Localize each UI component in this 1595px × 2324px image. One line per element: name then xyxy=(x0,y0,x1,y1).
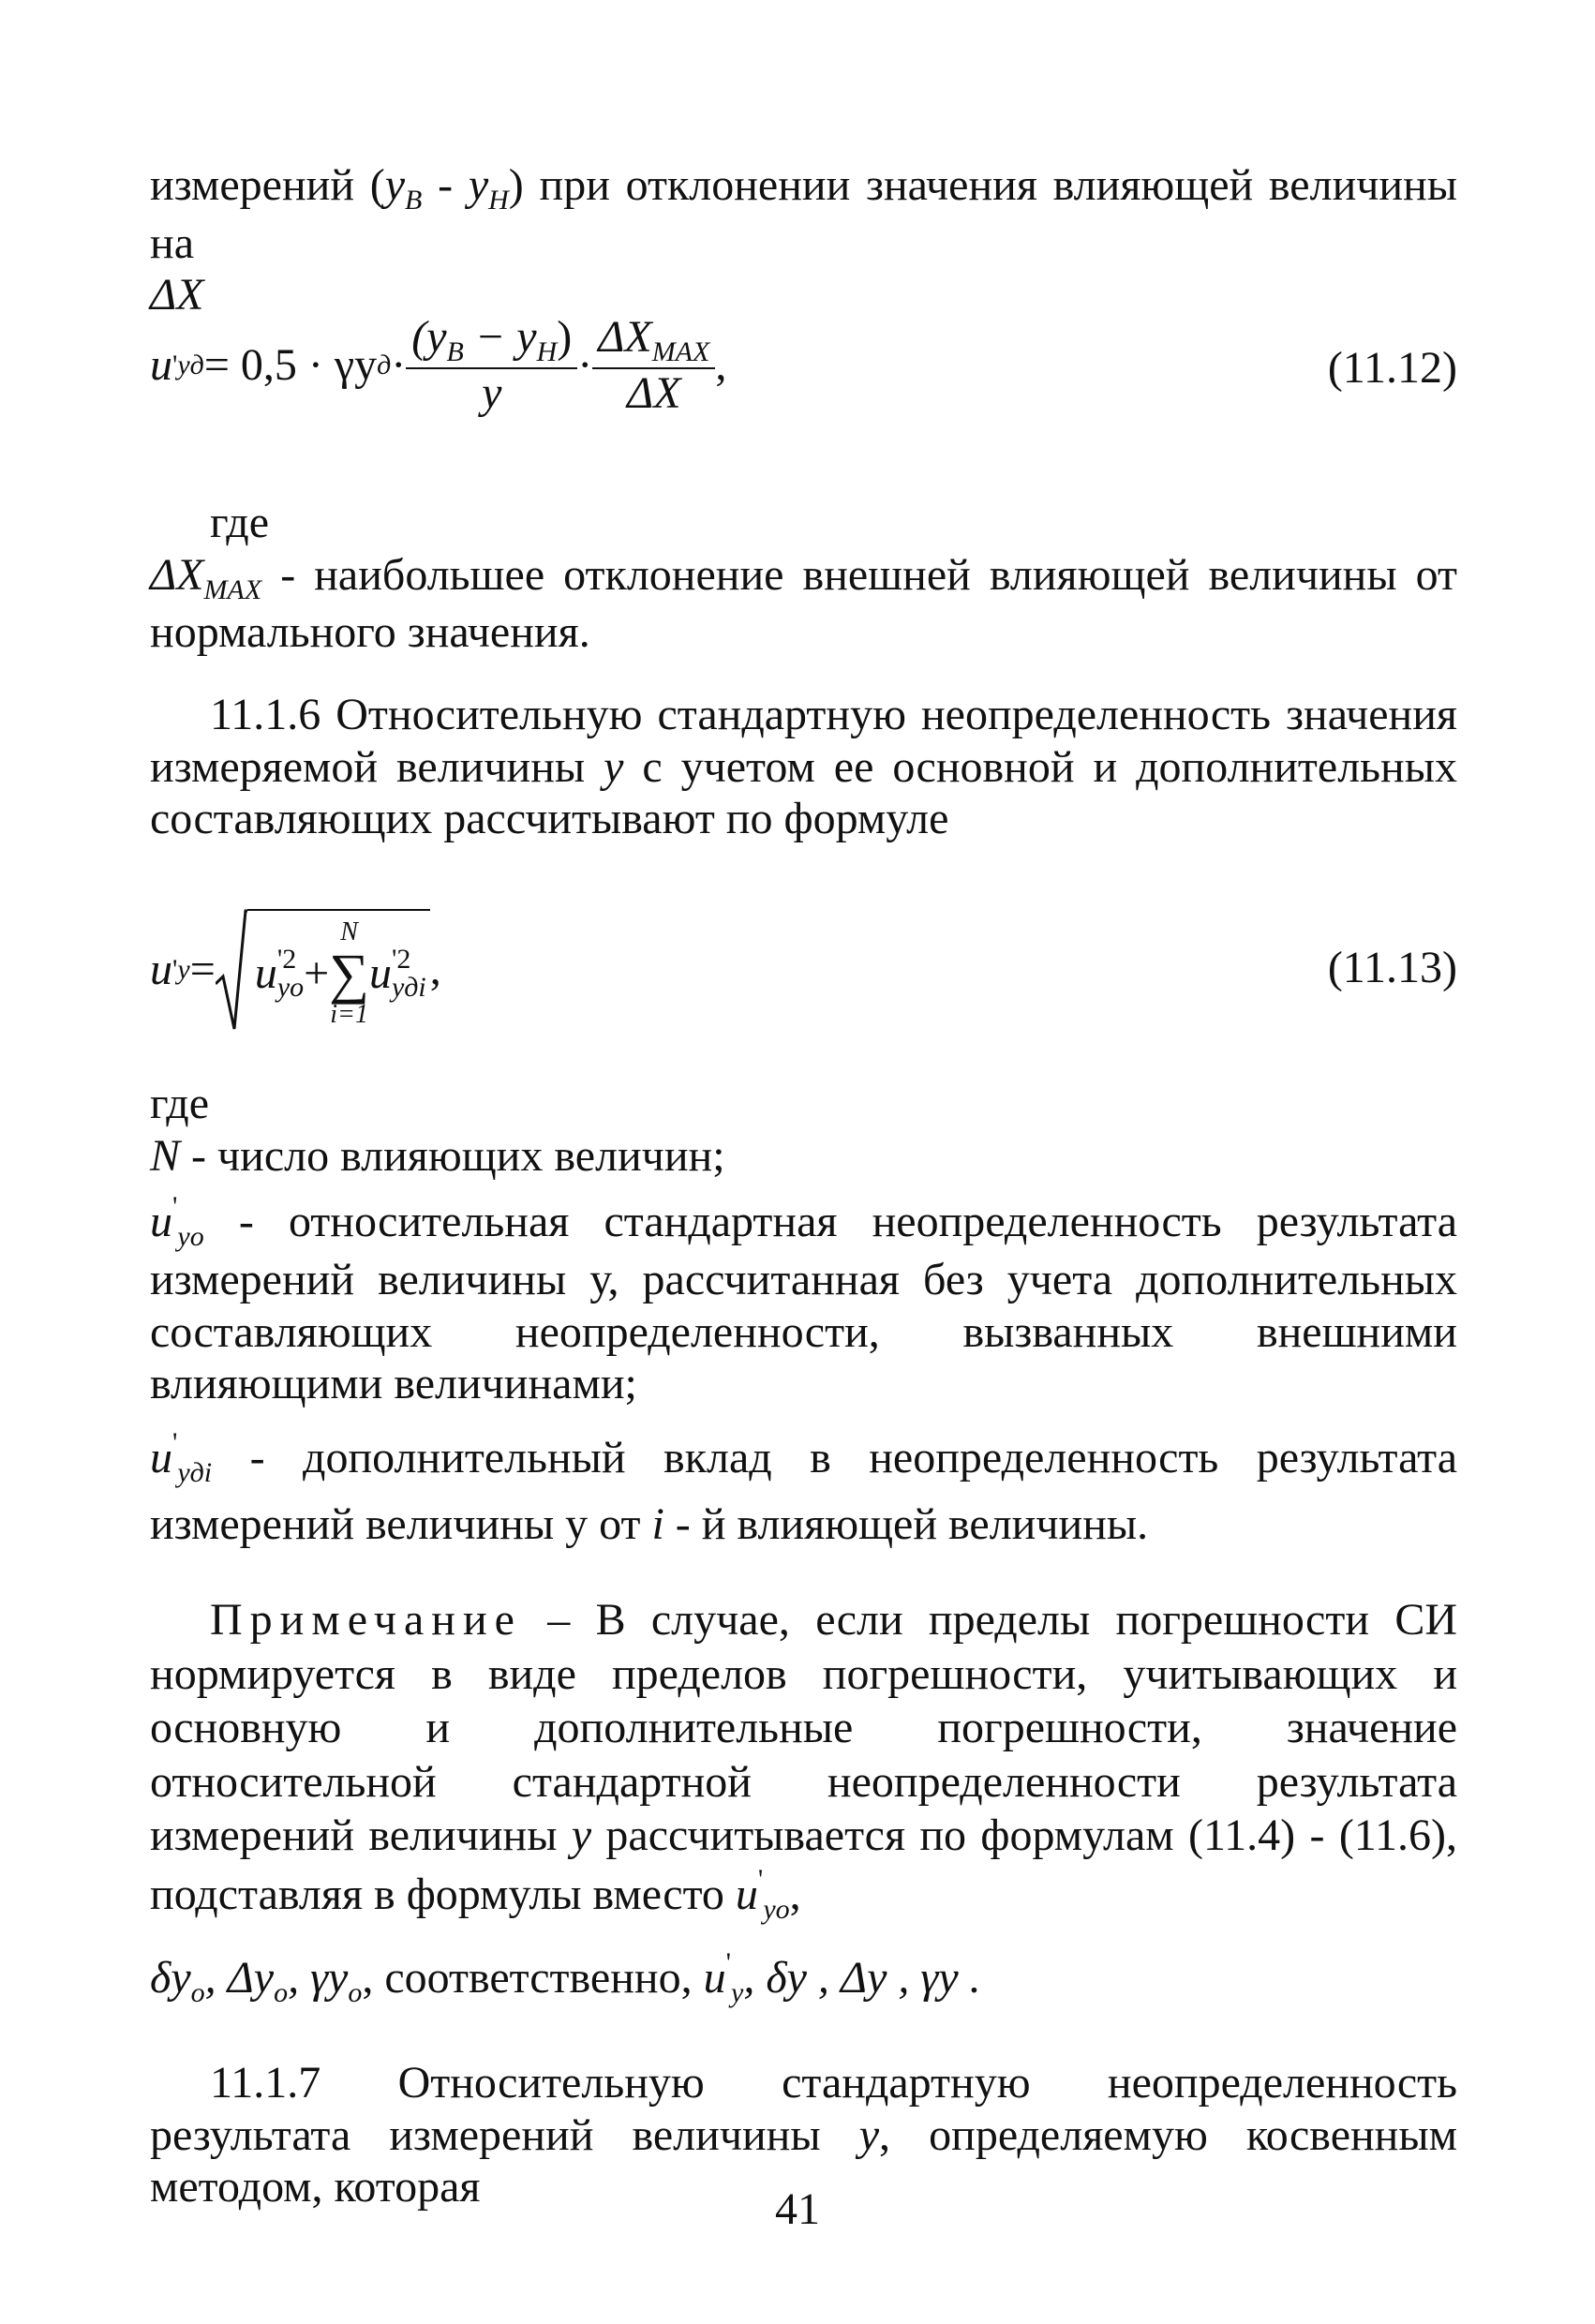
definition-text: - й влияющей величины. xyxy=(663,1499,1149,1550)
note-paragraph: Примечание – В случае, если пределы погрешности СИ нормируется в виде пределов погрешности, учитывающих и основную и дополнительные погрешности, значение относительной стандартной неопределенности результата измерений величины y рассчитывается по формулам (11.4) - (11.6), подставляя в формулы вместо $u'_{yo}$, $\delta y_o$, $\Delta y_o$, $\gamma y_o$, соответственно, $u'_y$, δy , Δy , γy . xyxy=(150,1595,1457,2008)
note-substitution-line: $\delta y_o$, $\Delta y_o$, $\gamma y_o$, соответственно, $u'_y$, δy , Δy , γy . xyxy=(150,1946,981,2008)
text-fragment: измерений ( xyxy=(150,160,385,210)
math-var: u xyxy=(150,1433,172,1483)
paragraph-11-1-6: 11.1.6 Относительную стандартную неопределенность значения измеряемой величины y с учетом ее основной и дополнительных составляющих рассчитывают по формуле xyxy=(150,690,1457,844)
math-sub: уд xyxy=(177,349,204,380)
where-block-2: где N - число влияющих величин; $u'_{yo}$ - относительная стандартная неопределенность результата измерений величины у, рассчитанная без учета дополнительных составляющих неопределенности, вызванных внешними влияющими величинами; $u'_{удi}$ - дополнительный вклад в неопределенность результата измерений величины у от i - й влияющей величины. xyxy=(150,1079,1457,1550)
math-var: y xyxy=(571,1810,592,1861)
math-sub: удi xyxy=(177,1457,213,1489)
math-var: y xyxy=(604,741,624,792)
math-var: i xyxy=(651,1499,664,1550)
math-sub: H xyxy=(488,185,509,216)
intro-paragraph xyxy=(150,159,1457,321)
math-var: ΔX xyxy=(150,549,204,600)
where-label: где xyxy=(210,498,270,547)
math-text: · xyxy=(577,340,593,391)
math-var: ΔX xyxy=(150,270,204,320)
where-label: где xyxy=(150,1079,210,1128)
math-text: = 0,5 · γy xyxy=(203,340,378,391)
math-prime: ' xyxy=(172,953,178,985)
math-sub: y xyxy=(177,953,190,985)
math-var: u xyxy=(735,1869,758,1919)
math-text: , xyxy=(715,340,727,391)
math-sub: yo xyxy=(177,1221,204,1253)
math-text: , xyxy=(429,945,441,995)
math-var: y xyxy=(858,2109,880,2160)
radical-sign-icon xyxy=(216,909,247,1031)
math-prime: ' xyxy=(172,349,178,380)
math-var: u xyxy=(150,340,172,391)
math-sub: д xyxy=(377,349,392,380)
text-fragment: - xyxy=(422,160,469,210)
math-text: = xyxy=(189,945,216,995)
text-fragment: ) при отклонении значения влияющей величины на xyxy=(150,160,1458,268)
formula-11-13 xyxy=(150,895,1457,1054)
math-var: y xyxy=(384,160,406,210)
definition-text: - дополнительный вклад в неопределенность результата измерений величины у от xyxy=(150,1433,1457,1550)
math-sub: B xyxy=(405,185,423,216)
math-text: · xyxy=(391,340,407,391)
note-label: Примечание xyxy=(210,1595,522,1645)
definition-text: - наибольшее отклонение внешней влияющей величины от нормального значения. xyxy=(150,549,1457,658)
fraction: $\frac{(y_B - y_H)}{y}$ xyxy=(406,313,577,419)
page-number: 41 xyxy=(775,2184,820,2234)
definition-text: - относительная стандартная неопределенность результата измерений величины у, рассчитанная без учета дополнительных составляющих неопределенности, вызванных внешними влияющими величинами; xyxy=(150,1197,1457,1409)
math-sub: MAX xyxy=(203,574,262,605)
definition-text: - число влияющих величин; xyxy=(180,1130,725,1181)
math-var: y xyxy=(468,160,489,210)
where-block-1 xyxy=(150,497,1457,659)
square-root: u '2 yo + N ∑ i=1 u '2 удi xyxy=(216,909,430,1031)
paragraph-11-1-7: 11.1.7 Относительную стандартную неопределенность результата измерений величины y, определяемую косвенным методом, которая xyxy=(150,2058,1457,2212)
summation: N ∑ i=1 xyxy=(329,917,369,1029)
math-var: u xyxy=(150,1197,172,1247)
equation-number: (11.12) xyxy=(1327,343,1457,393)
equation-number: (11.13) xyxy=(1327,943,1457,992)
fraction: $\frac{\Delta X_{MAX}}{\Delta X}$ xyxy=(592,313,715,419)
math-var: u xyxy=(150,945,172,995)
math-var: N xyxy=(150,1130,181,1181)
formula-11-12 xyxy=(150,300,1457,450)
